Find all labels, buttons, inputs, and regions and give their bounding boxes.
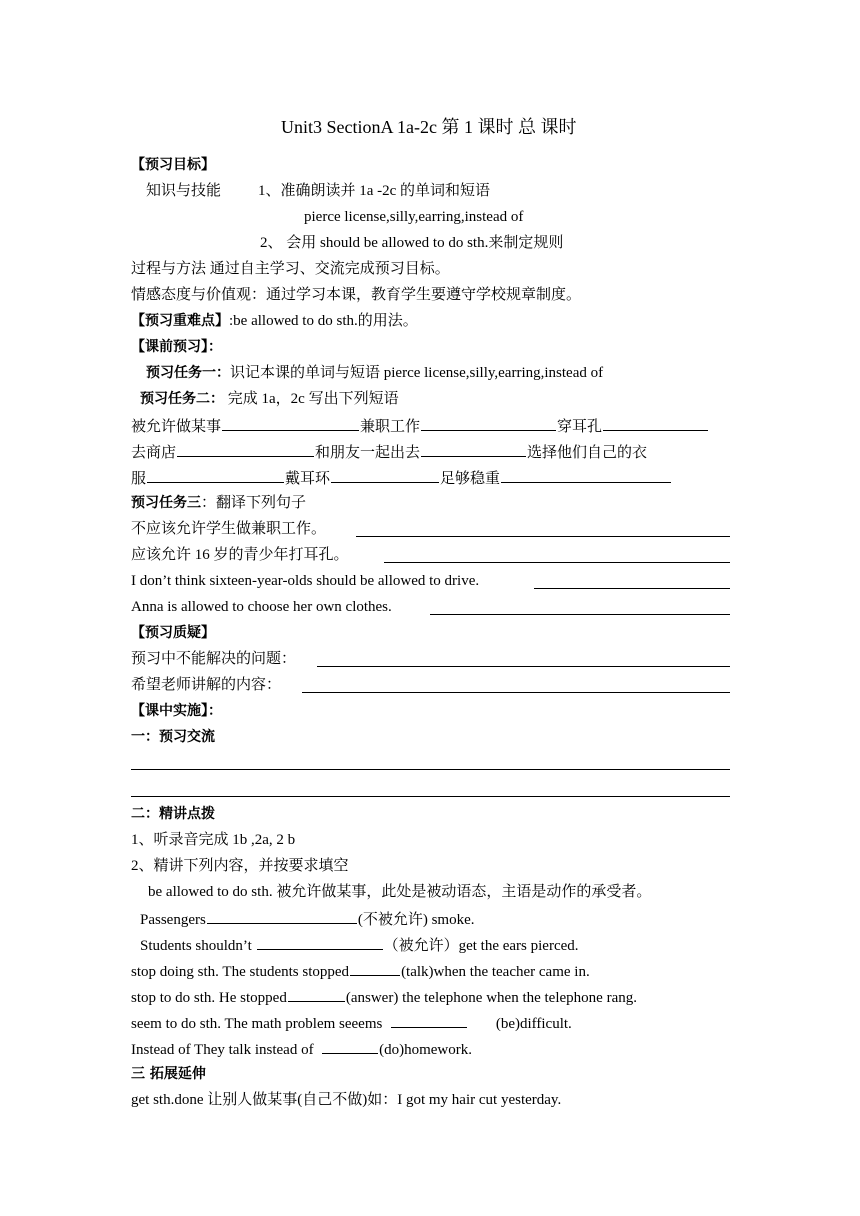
inclass-heading: 【课中实施】： xyxy=(131,703,222,719)
goals-heading: 【预习目标】 xyxy=(131,157,215,173)
task3-line xyxy=(131,493,306,513)
task1-text: 识记本课的单词与短语 pierce license,silly,earring,instead of xyxy=(230,365,604,381)
answer-line[interactable] xyxy=(534,588,730,589)
doubt-question-2: 希望老师讲解的内容： xyxy=(131,677,282,693)
exercise-text: (talk)when the teacher came in. xyxy=(401,964,590,980)
answer-line[interactable] xyxy=(131,796,730,797)
sentence-3: I don’t think sixteen-year-olds should be allowed to drive. xyxy=(131,573,480,589)
goal-item-1: 1、准确朗读并 1a -2c 的单词和短语 xyxy=(258,183,491,199)
exercise-text: Passengers xyxy=(140,912,206,928)
exercise-6 xyxy=(131,1038,472,1060)
goal-item-1-words: pierce license,silly,earring,instead of xyxy=(304,209,524,225)
exercise-3 xyxy=(131,960,590,982)
task1-line xyxy=(146,363,603,383)
phrase-label: 戴耳环 xyxy=(285,471,331,487)
phrase-row-1 xyxy=(131,415,709,437)
answer-blank[interactable] xyxy=(177,441,314,457)
exercise-4 xyxy=(131,986,637,1008)
answer-blank[interactable] xyxy=(603,415,708,431)
exercise-text: stop doing sth. The students stopped xyxy=(131,964,350,980)
extension-text: get sth.done 让别人做某事(自己不做)如：I got my hair cut yesterday. xyxy=(131,1092,562,1108)
phrase-label: 被允许做某事 xyxy=(131,419,222,435)
phrase-label: 穿耳孔 xyxy=(557,419,603,435)
phrase-row-2 xyxy=(131,441,647,463)
exercise-text: seem to do sth. The math problem seeems xyxy=(131,1016,383,1032)
section-3-heading: 三 拓展延伸 xyxy=(131,1066,206,1082)
phrase-label: 和朋友一起出去 xyxy=(315,445,421,461)
task2-label: 预习任务二： xyxy=(140,391,224,407)
answer-blank[interactable] xyxy=(501,467,671,483)
doubt-question-1: 预习中不能解决的问题： xyxy=(131,651,297,667)
answer-line[interactable] xyxy=(430,614,730,615)
answer-line[interactable] xyxy=(131,769,730,770)
answer-line[interactable] xyxy=(317,666,730,667)
instruction-2: 2、精讲下列内容，并按要求填空 xyxy=(131,858,349,874)
phrase-label: 去商店 xyxy=(131,445,177,461)
answer-blank[interactable] xyxy=(222,415,359,431)
task1-label: 预习任务一： xyxy=(146,365,230,381)
keypoints-text: :be allowed to do sth.的用法。 xyxy=(229,313,418,329)
task2-text: 完成 1a，2c 写出下列短语 xyxy=(224,391,399,407)
answer-blank[interactable] xyxy=(147,467,284,483)
answer-line[interactable] xyxy=(384,562,730,563)
answer-blank[interactable] xyxy=(331,467,439,483)
exercise-text: （被允许）get the ears pierced. xyxy=(383,938,579,954)
answer-line[interactable] xyxy=(302,692,730,693)
answer-blank[interactable] xyxy=(350,960,400,976)
exercise-text: (answer) the telephone when the telephone rang. xyxy=(345,990,637,1006)
task3-text: ：翻译下列句子 xyxy=(201,495,307,511)
answer-line[interactable] xyxy=(356,536,730,537)
phrase-label: 兼职工作 xyxy=(360,419,421,435)
goal-emotion: 情感态度与价值观：通过学习本课，教育学生要遵守学校规章制度。 xyxy=(131,287,582,303)
exercise-text: Instead of They talk instead of xyxy=(131,1042,314,1058)
keypoints-line xyxy=(131,311,418,331)
answer-blank[interactable] xyxy=(391,1012,467,1028)
answer-blank[interactable] xyxy=(288,986,345,1002)
sentence-2: 应该允许 16 岁的青少年打耳孔。 xyxy=(131,547,349,563)
phrase-row-3 xyxy=(131,467,672,489)
exercise-text: (be)difficult. xyxy=(495,1016,572,1032)
task2-line xyxy=(140,389,399,409)
grammar-note: be allowed to do sth. 被允许做某事，此处是被动语态，主语是动作的承受者。 xyxy=(148,884,652,900)
sentence-4: Anna is allowed to choose her own clothes. xyxy=(131,599,392,615)
doubts-heading: 【预习质疑】 xyxy=(131,625,215,641)
answer-blank[interactable] xyxy=(257,934,383,950)
exercise-1 xyxy=(140,908,474,930)
answer-blank[interactable] xyxy=(421,441,526,457)
keypoints-heading: 【预习重难点】 xyxy=(131,313,229,329)
exercise-2 xyxy=(140,934,579,956)
exercise-text: stop to do sth. He stopped xyxy=(131,990,287,1006)
phrase-label: 服 xyxy=(131,471,147,487)
instruction-1: 1、听录音完成 1b ,2a, 2 b xyxy=(131,832,296,848)
page-title: Unit3 SectionA 1a-2c 第 1 课时 总 课时 xyxy=(281,117,577,137)
answer-blank[interactable] xyxy=(207,908,357,924)
sentence-1: 不应该允许学生做兼职工作。 xyxy=(131,521,327,537)
answer-blank[interactable] xyxy=(421,415,556,431)
goal-item-2: 2、 会用 should be allowed to do sth.来制定规则 xyxy=(260,235,564,251)
task3-label: 预习任务三 xyxy=(131,495,201,511)
phrase-label: 选择他们自己的衣 xyxy=(527,445,648,461)
exercise-text: (do)homework. xyxy=(379,1042,472,1058)
goal-process: 过程与方法 通过自主学习、交流完成预习目标。 xyxy=(131,261,450,277)
section-2-heading: 二：精讲点拨 xyxy=(131,806,215,822)
knowledge-label: 知识与技能 xyxy=(146,183,222,199)
exercise-5 xyxy=(131,1012,572,1034)
preclass-heading: 【课前预习】： xyxy=(131,339,222,355)
section-1-heading: 一：预习交流 xyxy=(131,729,215,745)
exercise-text: Students shouldn’t xyxy=(140,938,252,954)
phrase-label: 足够稳重 xyxy=(440,471,501,487)
exercise-text: (不被允许) smoke. xyxy=(357,912,475,928)
answer-blank[interactable] xyxy=(322,1038,378,1054)
